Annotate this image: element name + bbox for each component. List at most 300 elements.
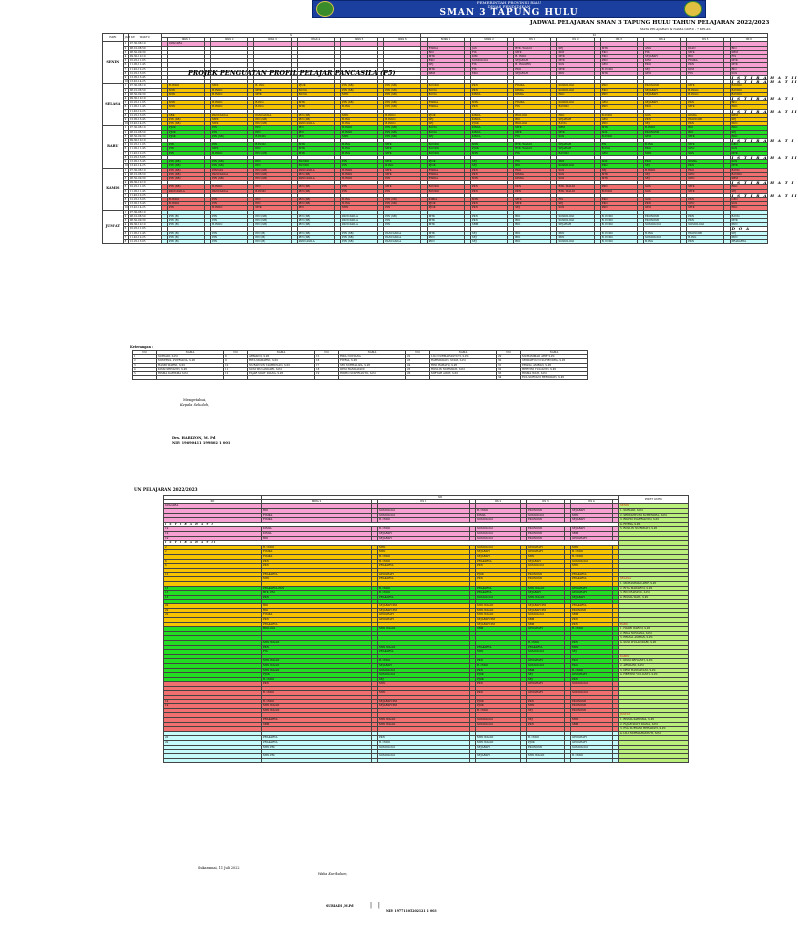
jam-ke-cell: 7 — [124, 109, 127, 113]
subject-cell: KIMIA — [687, 160, 724, 164]
jam-ke-cell: 5 — [124, 185, 127, 189]
subject-cell: MTK — [527, 704, 565, 709]
subject-cell: MTK — [470, 101, 507, 105]
subject-cell: PKN — [687, 164, 724, 168]
subject-cell: MTK — [470, 197, 507, 201]
subject-cell: PKN — [378, 736, 470, 741]
subject-cell: SBM — [262, 722, 372, 727]
subject-cell: PIN (SB) — [340, 231, 377, 235]
subject-cell: KIM — [470, 55, 507, 59]
subject-cell: B.ING — [643, 231, 680, 235]
subject-cell: B.INDO — [557, 105, 594, 109]
subject-cell: B.INDO — [340, 168, 377, 172]
subject-cell: EKO — [730, 134, 767, 138]
schedule-row — [164, 758, 689, 762]
subject-cell: PKN — [687, 122, 724, 126]
legend-head: NAMA — [521, 351, 588, 355]
subject-cell: BIO — [687, 130, 724, 134]
class-header: MIPA 2 — [262, 500, 372, 504]
subject-cell: SEJ — [427, 122, 464, 126]
subject-cell: B.INDO — [730, 92, 767, 96]
subject-cell: GEOGRAFI — [527, 682, 565, 687]
legend-head: NO — [224, 351, 248, 355]
jam-ke-cell: 6 — [124, 231, 127, 235]
class-header: IIS 3 — [600, 38, 637, 42]
subject-cell: MTK — [514, 130, 551, 134]
time-cell: 12.25-13.05 — [128, 155, 161, 159]
legend-cell: EVA SURYANI HERAWATI, S.Pd — [521, 376, 588, 380]
subject-cell: MTK — [687, 105, 724, 109]
jam-ke-cell: 4 — [124, 223, 127, 227]
subject-cell: EKONOMI — [571, 708, 613, 713]
subject-cell: MTK WALDI — [476, 608, 521, 613]
legend-cell: ROSLIN NURMIATI, S.Pd — [430, 367, 497, 371]
subject-cell: GEO — [687, 147, 724, 151]
legend-cell: 15 — [315, 355, 339, 359]
subject-cell: B. INDO — [600, 235, 637, 239]
subject-cell: PKN — [557, 235, 594, 239]
time-cell: 09.30-10.10 — [128, 97, 161, 101]
time-cell: 07.30-08.10 — [128, 42, 161, 46]
subject-cell: SEJ — [730, 118, 767, 122]
subject-cell: MTK — [730, 151, 767, 155]
piket-day: RABU — [620, 622, 628, 626]
piket-teacher: 3. ERIZAL AMRAN, S.Pd — [619, 636, 689, 641]
teacher-legend-table — [132, 350, 588, 380]
piket-teacher: 1. SURIADI, S.Pd — [619, 509, 689, 514]
subject-cell: PIN — [254, 160, 291, 164]
subject-cell: EKONOMI — [527, 509, 565, 514]
time-cell: 07.30-08.10 — [128, 168, 161, 172]
subject-cell: SEJARAH — [476, 550, 521, 555]
subject-cell: B.ING — [687, 235, 724, 239]
subject-cell: PANCASILA — [297, 168, 334, 172]
subject-cell: PKN — [427, 239, 464, 243]
subject-cell: MTK WALDI — [527, 754, 565, 759]
subject-cell: SEJARAH PM — [378, 699, 470, 704]
subject-cell: PKN — [470, 202, 507, 206]
break-label: I S T I R A H A T II — [731, 154, 798, 160]
subject-cell: MTK — [384, 168, 421, 172]
subject-cell: MTK — [557, 59, 594, 63]
subject-cell: PIN (SB) — [167, 160, 204, 164]
subject-cell: SEJ — [378, 677, 470, 682]
time-cell: 13.05-13.45 — [128, 118, 161, 122]
subject-cell: B.INDO — [427, 151, 464, 155]
subject-cell: SBK — [167, 113, 204, 117]
subject-cell: MTK PM — [262, 745, 372, 750]
subject-cell: PKN — [470, 105, 507, 109]
subject-cell: PIN (SB) — [254, 122, 291, 126]
subject-cell: EKO — [600, 88, 637, 92]
jam-ke-cell: 10 — [124, 164, 128, 168]
jam-ke-cell: 4 — [124, 97, 127, 101]
jam-ke-cell: 7 — [124, 151, 127, 155]
subject-cell: BTK. WALDI — [557, 185, 594, 189]
subject-cell: B.ING — [340, 118, 377, 122]
subject-cell: PIN (SB) — [340, 84, 377, 88]
break-label: D O A — [730, 227, 767, 231]
subject-cell: PKN — [470, 218, 507, 222]
subject-cell: PKN — [476, 577, 521, 582]
class-header: IPAS 2 — [211, 38, 248, 42]
subject-cell: SEJ — [730, 189, 767, 193]
subject-cell: SEJARAH PM — [378, 608, 470, 613]
subject-cell: B. INDO — [600, 223, 637, 227]
subject-cell: B.INDO — [167, 84, 204, 88]
subject-cell: PRAKARYA — [476, 586, 521, 591]
subject-cell: PRAKARYA — [378, 595, 470, 600]
keterangan-label: Keterangan : — [130, 345, 154, 349]
jam-ke-cell: 3 — [124, 218, 127, 222]
break-label: I S T I R A H A T II — [731, 75, 798, 81]
subject-cell: BIO — [514, 235, 551, 239]
subject-cell: FISIKA — [262, 550, 372, 555]
subject-cell: B.ING — [730, 214, 767, 218]
subject-cell: PRAKARYA — [476, 591, 521, 596]
subject-cell: B.INDO — [427, 189, 464, 193]
subject-cell: B. INDO — [571, 627, 613, 632]
subject-cell: SOS — [643, 197, 680, 201]
subject-cell: B.INDO — [211, 206, 248, 210]
subject-cell: SEJARAH — [514, 71, 551, 75]
head-piket: PIKET GURU — [619, 496, 689, 504]
subject-cell: B. ING — [254, 84, 291, 88]
legend-cell: RITA MAWARNI, S.Pd — [248, 359, 315, 363]
subject-cell: PKN — [687, 101, 724, 105]
subject-cell: MTK — [571, 645, 613, 650]
subject-cell: FIS — [470, 50, 507, 54]
subject-cell: KIMIA — [470, 134, 507, 138]
subject-cell: MTK — [254, 206, 291, 210]
subject-cell: PKN — [262, 559, 372, 564]
subject-cell: B.INDO — [643, 126, 680, 130]
time-cell: 12.25-13.05 — [128, 71, 161, 75]
subject-cell: BTK. WALDI — [514, 46, 551, 50]
subject-cell: FISIKA — [262, 518, 372, 523]
day-name: SELASA — [103, 84, 124, 126]
subject-cell: SEJARAH — [557, 143, 594, 147]
subject-cell: PKN — [687, 197, 724, 201]
class-header: IIS 4 — [571, 500, 613, 504]
time-cell: 08.10-08.50 — [128, 46, 161, 50]
subject-cell: PIN (B) — [167, 214, 204, 218]
jam-ke-cell: 1 — [124, 84, 127, 88]
page-title: JADWAL PELAJARAN SMAN 3 TAPUNG HULU TAHUN PELAJARAN 2022/2023 — [530, 20, 770, 26]
jam-ke-cell: 8 — [124, 113, 127, 117]
subject-cell: PIN — [211, 126, 248, 130]
subject-cell: PIN (SB) — [340, 235, 377, 239]
subject-cell: EKO — [571, 659, 613, 664]
subject-cell: PIN — [340, 185, 377, 189]
jam-ke-cell: 8 — [124, 239, 127, 243]
headmaster-identity — [172, 436, 230, 446]
subject-cell: KIMIA — [514, 88, 551, 92]
legend-cell: 9 — [224, 359, 248, 363]
subject-cell: MTK — [384, 172, 421, 176]
subject-cell: PKN — [476, 682, 521, 687]
subject-cell: PKN — [687, 218, 724, 222]
subject-cell: PKN — [600, 92, 637, 96]
subject-cell: SEJ — [643, 176, 680, 180]
subject-cell: SBM — [527, 622, 565, 627]
subject-cell: SEJARAH PM — [527, 604, 565, 609]
subject-cell: PIN (SB) — [384, 88, 421, 92]
legend-cell: RISMA WATI, S.Pd — [521, 372, 588, 376]
subject-cell: PIN — [297, 206, 334, 210]
subject-cell: MTK — [297, 105, 334, 109]
legend-cell — [248, 376, 315, 380]
legend-head: NO — [133, 351, 157, 355]
subject-cell: MTK — [427, 55, 464, 59]
subject-cell: FIS — [687, 71, 724, 75]
subject-cell: SOSIOLOGI — [571, 745, 613, 750]
subject-cell: MTK — [297, 101, 334, 105]
subject-cell: B.INDO — [167, 202, 204, 206]
subject-cell: SEJ — [470, 231, 507, 235]
subject-cell: B. INDO — [600, 214, 637, 218]
subject-cell: BIO — [687, 55, 724, 59]
subject-cell: PIN — [297, 126, 334, 130]
subject-cell: SEJARAH — [378, 531, 470, 536]
subject-cell: PRAKARYA — [262, 572, 372, 577]
time-cell: 12.25-13.05 — [128, 239, 161, 243]
subject-cell: PJOK — [476, 699, 521, 704]
piket-teacher: 5. ROSLIN NURMIATI, S.Pd — [619, 527, 689, 532]
legend-head: NAMA — [339, 351, 406, 355]
subject-cell: MTK — [687, 50, 724, 54]
subject-cell: B. INDO — [600, 218, 637, 222]
subject-cell: SEJARAH — [514, 59, 551, 63]
subject-cell: MTK — [730, 59, 767, 63]
subject-cell: 6 — [164, 564, 262, 569]
subject-cell: MTK — [514, 50, 551, 54]
subject-cell: MTK — [378, 550, 470, 555]
class-header: IIS 4 — [643, 38, 680, 42]
subject-cell: B. INDO — [600, 231, 637, 235]
legend-head: NAMA — [248, 351, 315, 355]
subject-cell: SOSIOLOGI — [476, 518, 521, 523]
break-label: I S T I R A H A T II — [731, 192, 798, 198]
subject-cell: PANCASILA — [211, 113, 248, 117]
subject-cell: PIN — [384, 223, 421, 227]
subject-cell: MTK — [600, 172, 637, 176]
class-header: IIS 2 — [557, 38, 594, 42]
subject-cell: PIN — [211, 218, 248, 222]
subject-cell: PKN — [600, 84, 637, 88]
subject-cell: B. INDO — [378, 740, 470, 745]
subject-cell: B.INDO — [340, 176, 377, 180]
subject-cell: PKN — [600, 59, 637, 63]
subject-cell: SOS — [643, 113, 680, 117]
subject-cell: PKN — [557, 160, 594, 164]
subject-cell: SEJ — [470, 164, 507, 168]
subject-cell: SEJARAH — [476, 754, 521, 759]
subject-cell: EKONOMI — [527, 745, 565, 750]
legend-cell: 24 — [406, 363, 430, 367]
subject-cell: SEJ — [470, 235, 507, 239]
subject-cell: PIN (SB) — [340, 101, 377, 105]
subject-cell: SOSIOLOGI — [378, 745, 470, 750]
piket-day: JUM'AT — [620, 713, 631, 717]
subject-cell: BIO — [514, 239, 551, 243]
subject-cell: MTK — [514, 202, 551, 206]
subject-cell: MTK — [643, 151, 680, 155]
time-cell: 13.45-14.25 — [128, 122, 161, 126]
subject-cell: PIN — [167, 147, 204, 151]
piket-teacher: 3. DESI HANDAYANI, S.Pd — [619, 668, 689, 673]
subject-cell: FIS — [514, 151, 551, 155]
subject-cell: PKN — [470, 206, 507, 210]
subject-cell: EKONOMI — [527, 531, 565, 536]
subject-cell: SEJ — [571, 650, 613, 655]
class-header: IIS 1 — [378, 500, 470, 504]
head-jam-ke: JAM KE — [123, 34, 128, 42]
subject-cell: SOS — [730, 202, 767, 206]
subject-cell: BIO — [514, 214, 551, 218]
subject-cell: MTK — [167, 88, 204, 92]
subject-cell: B. INDO — [262, 545, 372, 550]
subject-cell: PIN (SB) — [167, 122, 204, 126]
legend-head: NAMA — [157, 351, 224, 355]
subject-cell: PKN — [687, 239, 724, 243]
legend-cell: MIFTAH AIDIT, S.Pd — [430, 372, 497, 376]
subject-cell: BIO — [730, 67, 767, 71]
subject-cell: PRAKARYA — [476, 645, 521, 650]
class-header: IIS 1 — [514, 38, 551, 42]
jam-ke-cell: 2 — [124, 214, 127, 218]
subject-cell: PKN — [527, 699, 565, 704]
legend-cell: 18 — [315, 367, 339, 371]
piket-teacher: 3. EVA SURYANI HERAWATI, S.Pd — [619, 727, 689, 732]
time-cell: 11.45-12.25 — [128, 67, 161, 71]
break-label: I S T I R A H A T I — [731, 138, 795, 144]
subject-cell: SOS — [557, 134, 594, 138]
subject-cell: PKN — [571, 641, 613, 646]
time-cell: 12.25-13.05 — [128, 113, 161, 117]
class-header: IPAS 1 — [167, 38, 204, 42]
head-waktu: WAKTU — [128, 34, 161, 42]
subject-cell: SOSIOLOGI — [527, 650, 565, 655]
time-cell: 11.05-11.45 — [128, 231, 161, 235]
subject-cell: PKN — [470, 168, 507, 172]
subject-cell: MTK — [297, 143, 334, 147]
subject-cell: BIO — [730, 101, 767, 105]
subject-cell: B.INDO — [254, 143, 291, 147]
subject-cell: DIAN — [687, 46, 724, 50]
subject-cell: SEJ — [643, 164, 680, 168]
subject-cell: SOSIOLOGI — [378, 668, 470, 673]
subject-cell: MTK — [427, 231, 464, 235]
subject-cell: PIN (SB) — [384, 105, 421, 109]
subject-cell: PKN — [557, 231, 594, 235]
subject-cell: PIN — [167, 206, 204, 210]
subject-cell: SBM — [730, 176, 767, 180]
legend-cell: 5 — [133, 372, 157, 376]
subject-cell: MTK — [427, 214, 464, 218]
headmaster-nip: NIP. 19690411 199802 1 001 — [172, 441, 231, 445]
subject-cell: B.INDO — [211, 185, 248, 189]
subject-cell: PANCASILA — [297, 122, 334, 126]
subject-cell: B.INDO — [211, 92, 248, 96]
schedule-row — [103, 239, 768, 243]
subject-cell: GEOGRAFI — [571, 740, 613, 745]
headmaster-title: Kepala Sekolah, — [180, 403, 210, 407]
subject-cell: PIN (SB) — [167, 176, 204, 180]
subject-cell: 20 — [164, 608, 262, 613]
subject-cell: EKONOMI — [527, 518, 565, 523]
subject-cell: GEOGRAFI — [527, 659, 565, 664]
subject-cell: PKN — [262, 595, 372, 600]
subject-cell: FISIKA — [427, 168, 464, 172]
jam-ke-cell: 10 — [124, 122, 128, 126]
subject-cell: B.INDO — [600, 113, 637, 117]
subject-cell: B.INDO — [600, 134, 637, 138]
subject-cell: MTK — [571, 717, 613, 722]
letterhead-line1: PEMERINTAH PROVINSI RIAU — [476, 0, 542, 5]
subject-cell: B.INDO — [340, 130, 377, 134]
subject-cell: PRAKARYA — [571, 604, 613, 609]
time-cell: 07.30-08.10 — [128, 126, 161, 130]
subject-cell: PIN (B) — [254, 231, 291, 235]
subject-cell: SOSIOLOGI — [476, 545, 521, 550]
legend-cell: 12 — [224, 372, 248, 376]
legend-cell: RIDHO SYAFRIANTO, S.Pd — [339, 372, 406, 376]
subject-cell: SEJARAH — [557, 118, 594, 122]
subject-cell: B.ING — [643, 239, 680, 243]
schedule-table-x-xi — [102, 33, 798, 244]
subject-cell: FISIKA — [427, 46, 464, 50]
legend-cell: 33 — [497, 372, 521, 376]
time-cell: 11.05-11.45 — [128, 63, 161, 67]
subject-cell: B.ING — [643, 143, 680, 147]
subject-cell: PIN (SB) — [297, 231, 334, 235]
jam-ke-cell: 8 — [124, 155, 127, 159]
subject-cell: PKN — [600, 185, 637, 189]
subject-cell: B.ING — [384, 164, 421, 168]
subject-cell: EKONOMI — [527, 577, 565, 582]
subject-cell: PANCASILA — [340, 218, 377, 222]
jam-ke-cell: 4 — [124, 181, 127, 185]
subject-cell: B.INDO — [643, 168, 680, 172]
subject-cell: B. INDO — [571, 668, 613, 673]
piket-teacher: 3. RIDHO SYAFRIANTO, S.Pd — [619, 518, 689, 523]
legend-head: NO — [497, 351, 521, 355]
subject-cell: KIMIA — [470, 113, 507, 117]
piket-day: KAMIS — [620, 654, 630, 658]
subject-cell: 13 — [164, 591, 262, 596]
class-header: IPAS 6 — [384, 38, 421, 42]
subject-cell: SOSIOLOGI — [571, 682, 613, 687]
subject-cell: SEJ — [470, 160, 507, 164]
jam-ke-cell: 9 — [124, 118, 127, 122]
subject-cell: B.ING — [297, 92, 334, 96]
subject-cell: SBM — [470, 223, 507, 227]
subject-cell: GEOGRAFI — [571, 536, 613, 541]
subject-cell: BIO — [427, 50, 464, 54]
subject-cell: PIN (B) — [167, 218, 204, 222]
legend-cell: LILI NURMAHASTUTI, S.Pd — [430, 355, 497, 359]
subject-cell: MTK — [557, 55, 594, 59]
subject-cell: PIN (SB) — [254, 118, 291, 122]
subject-cell: MTK WALDI — [378, 717, 470, 722]
subject-cell: PIN (B) — [167, 235, 204, 239]
time-cell: 11.45-12.25 — [128, 235, 161, 239]
subject-cell: PIN (B) — [254, 235, 291, 239]
subject-cell: PIN — [167, 143, 204, 147]
curriculum-name: SURIADI ,M.Pd — [326, 904, 354, 908]
subject-cell: PIN (SB) — [254, 218, 291, 222]
